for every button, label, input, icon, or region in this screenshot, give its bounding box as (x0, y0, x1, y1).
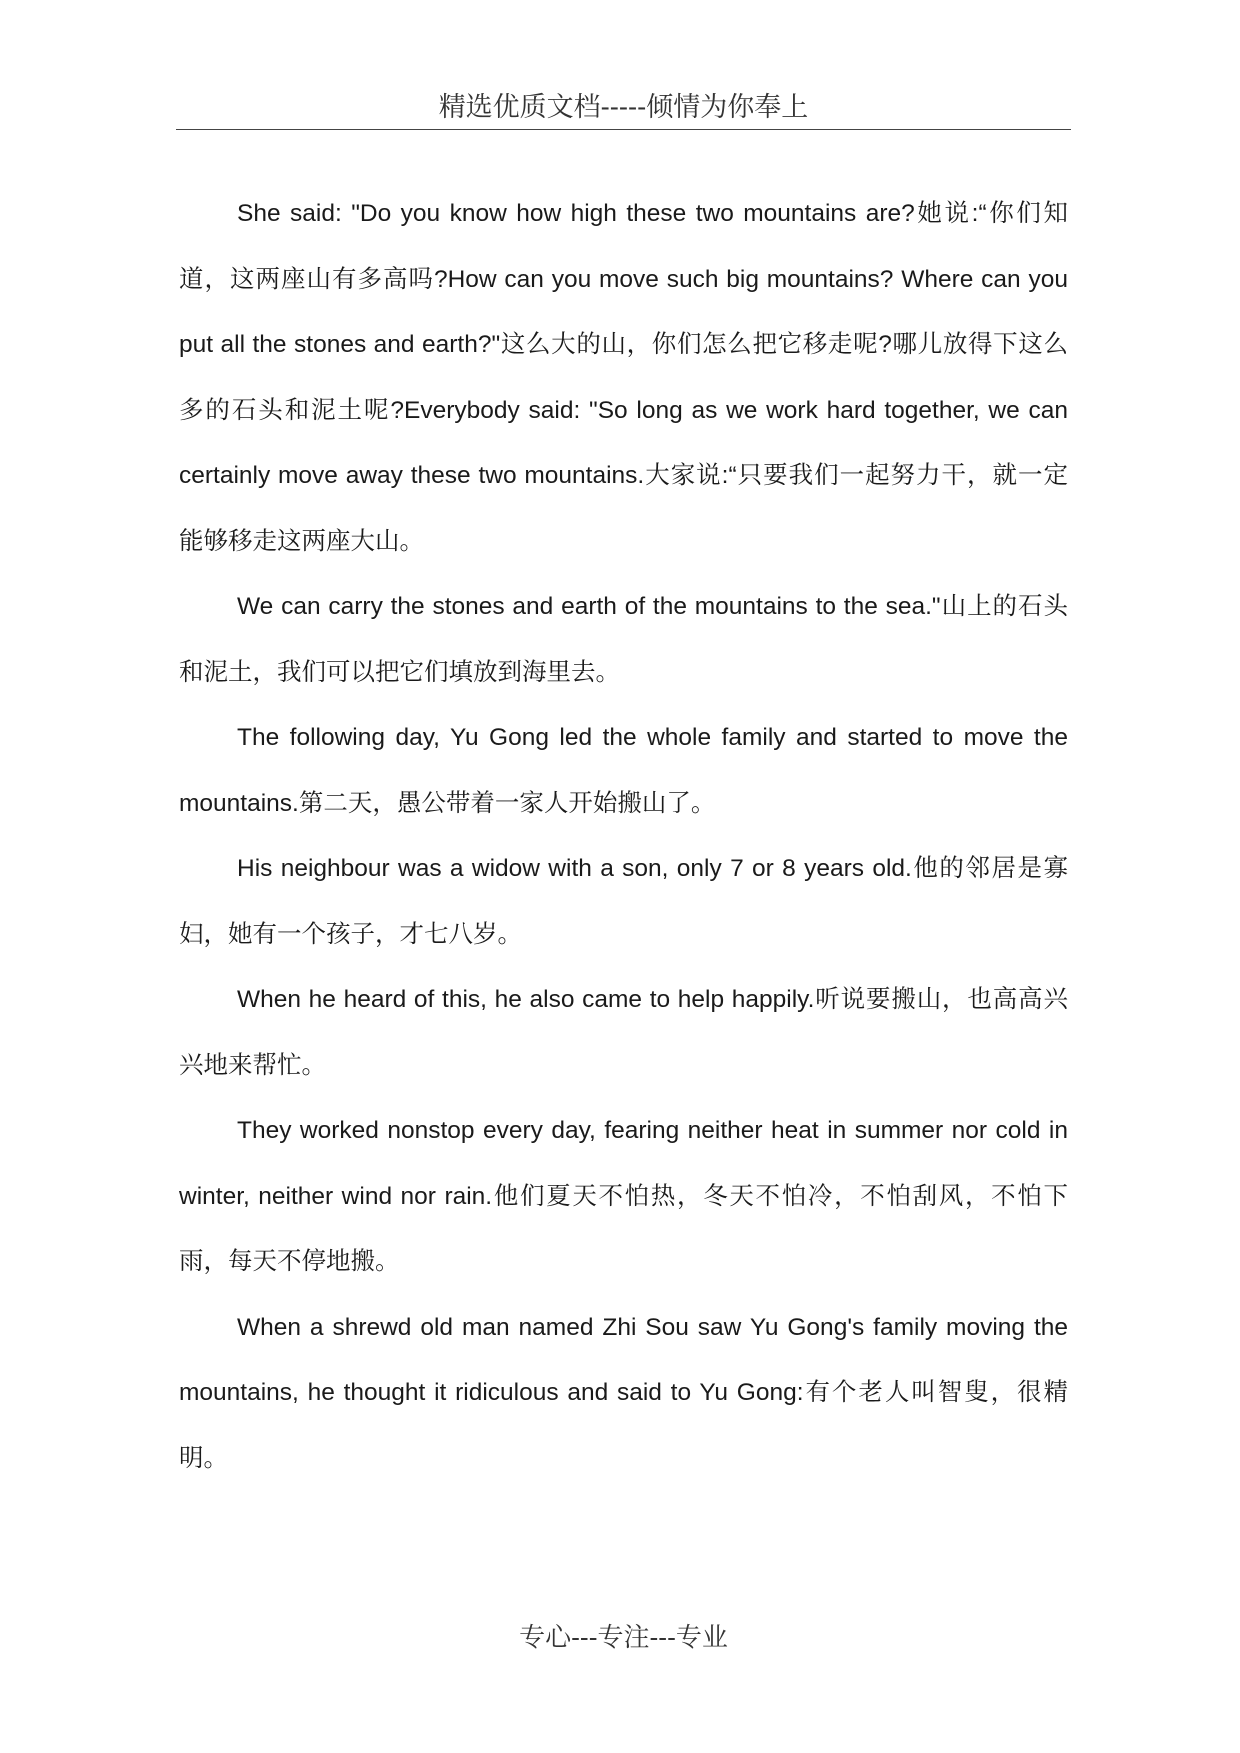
paragraph-7: When a shrewd old man named Zhi Sou saw Yu Gong's family moving the mountains, he thought it ridiculous and said to Yu Gong:有个老人叫智叟，很精明。 (179, 1313, 1068, 1472)
paragraph-1: She said: "Do you know how high these two mountains are?她说:“你们知道，这两座山有多高吗?How can you move such big mountains? Where can you put all the stones and earth?"这么大的山，你们怎么把它移走呢?哪儿放得下这么多的石头和泥土呢?Everybody said: "So long as we work hard together, we can certainly move away these two mountains.大家说:“只要我们一起努力干，就一定能够移走这两座大山。 (179, 200, 1068, 555)
paragraph-5: When he heard of this, he also came to help happily.听说要搬山，也高高兴兴地来帮忙。 (179, 986, 1068, 1079)
paragraph-6: They worked nonstop every day, fearing neither heat in summer nor cold in winter, neither wind nor rain.他们夏天不怕热，冬天不怕冷，不怕刮风，不怕下雨，每天不停地搬。 (179, 1117, 1068, 1275)
page-header: 精选优质文档-----倾情为你奉上 (438, 92, 809, 123)
paragraph-3: The following day, Yu Gong led the whole family and started to move the mountains.第二天，愚公带着一家人开始搬山了。 (179, 724, 1068, 817)
header-divider (176, 129, 1071, 130)
document-body (179, 181, 1068, 1491)
paragraph-4: His neighbour was a widow with a son, only 7 or 8 years old.他的邻居是寡妇，她有一个孩子，才七八岁。 (179, 855, 1068, 948)
paragraph-2: We can carry the stones and earth of the mountains to the sea."山上的石头和泥土，我们可以把它们填放到海里去。 (179, 593, 1068, 686)
page-footer: 专心---专注---专业 (519, 1623, 728, 1653)
